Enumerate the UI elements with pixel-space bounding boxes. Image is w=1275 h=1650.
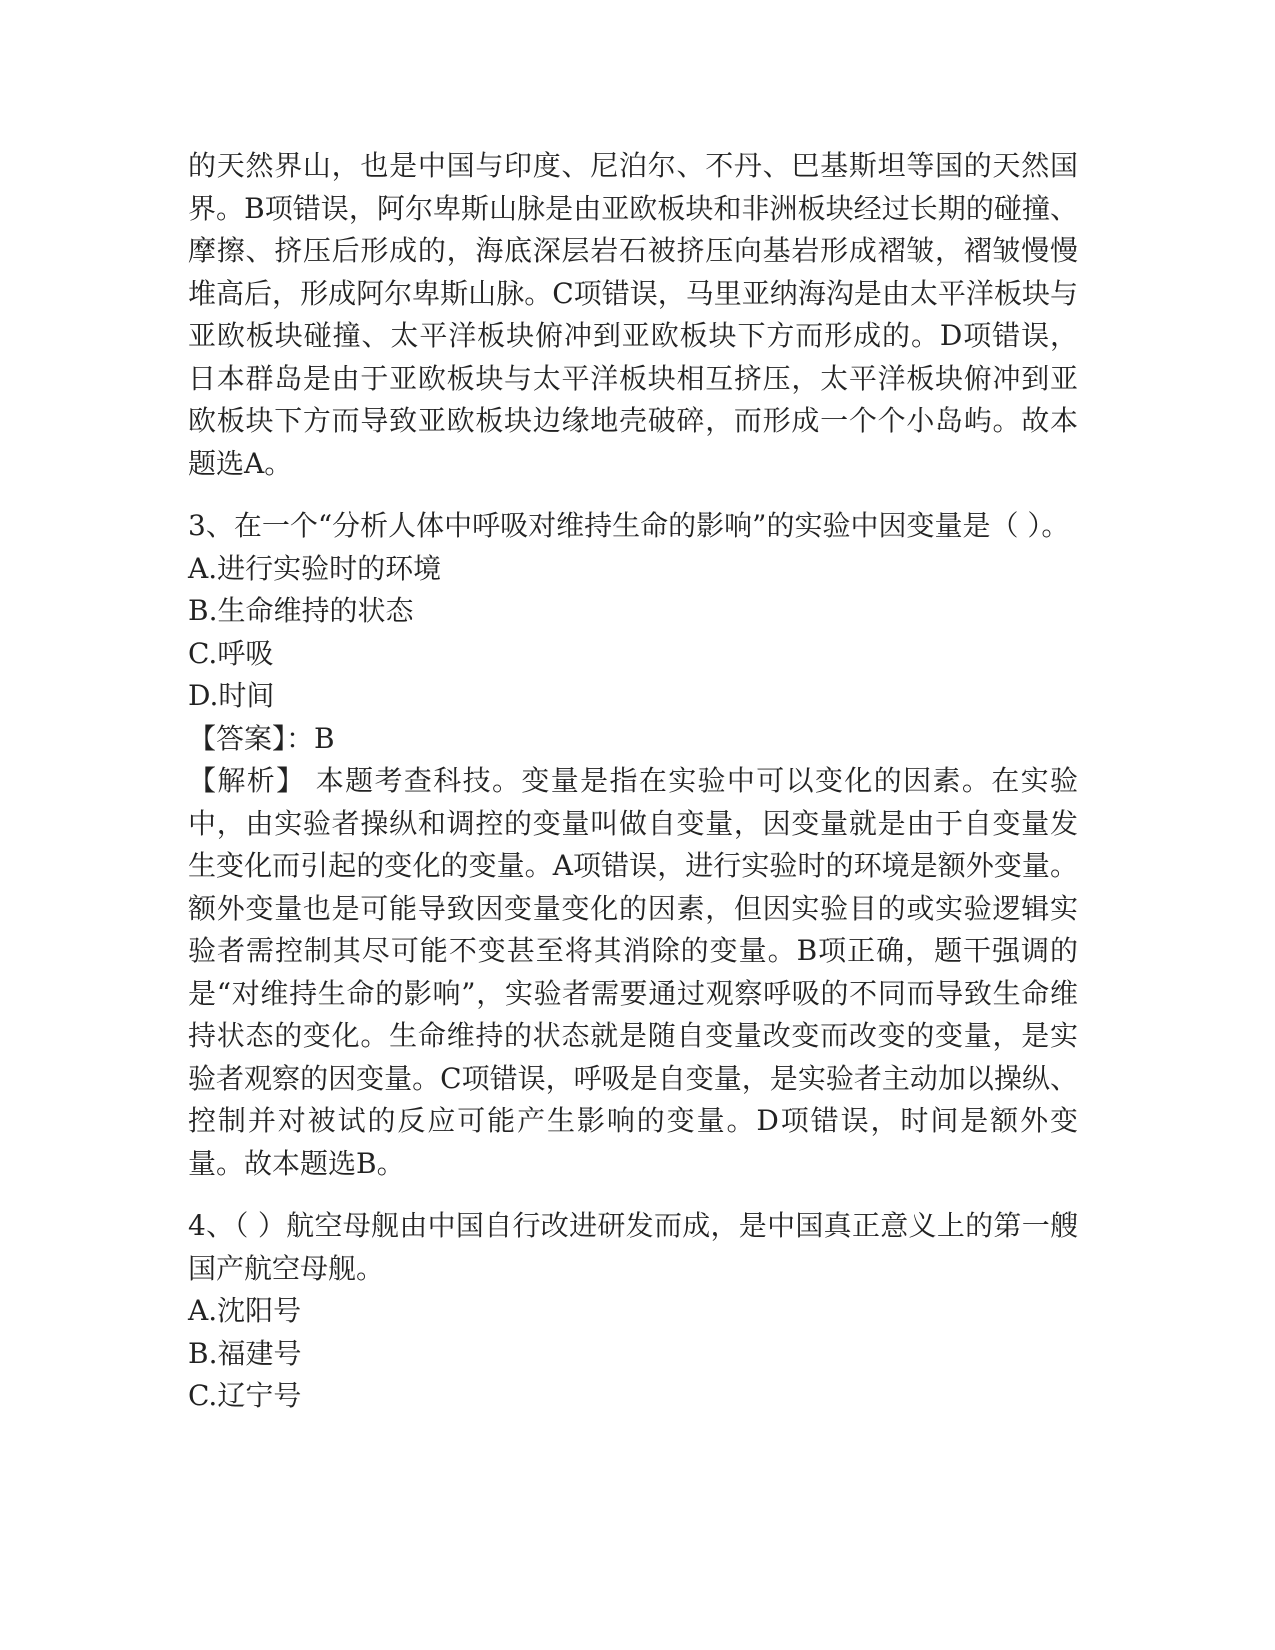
previous-explanation-continued: 的天然界山，也是中国与印度、尼泊尔、不丹、巴基斯坦等国的天然国界。B项错误，阿尔卑斯山脉是由亚欧板块和非洲板块经过长期的碰撞、摩擦、挤压后形成的，海底深层岩石被挤压向基岩形成褶皱，褶皱慢慢堆高后，形成阿尔卑斯山脉。C项错误，马里亚纳海沟是由太平洋板块与亚欧板块碰撞、太平洋板块俯冲到亚欧板块下方而形成的。D项错误，日本群岛是由于亚欧板块与太平洋板块相互挤压，太平洋板块俯冲到亚欧板块下方而导致亚欧板块边缘地壳破碎，而形成一个个小岛屿。故本题选A。 (188, 149, 1078, 480)
question-3-option-a: A.进行实验时的环境 (188, 551, 442, 585)
question-3-analysis: 【解析】 本题考查科技。变量是指在实验中可以变化的因素。在实验中，由实验者操纵和调控的变量叫做自变量，因变量就是由于自变量发生变化而引起的变化的变量。A项错误，进行实验时的环境是额外变量。额外变量也是可能导致因变量变化的因素，但因实验目的或实验逻辑实验者需控制其尽可能不变甚至将其消除的变量。B项正确，题干强调的是“对维持生命的影响”，实验者需要通过观察呼吸的不同而导致生命维持状态的变化。生命维持的状态就是随自变量改变而改变的变量，是实验者观察的因变量。C项错误，呼吸是自变量，是实验者主动加以操纵、控制并对被试的反应可能产生影响的变量。D项错误，时间是额外变量。故本题选B。 (188, 764, 1078, 1180)
question-3-option-b: B.生命维持的状态 (188, 594, 414, 627)
question-4 (188, 1205, 1078, 1418)
question-3-option-c: C.呼吸 (188, 636, 274, 670)
document-page (188, 145, 1078, 1418)
question-4-option-a: A.沈阳号 (188, 1294, 302, 1327)
question-4-option-b: B.福建号 (188, 1336, 302, 1370)
question-4-option-c: C.辽宁号 (188, 1379, 302, 1412)
question-4-stem: 4、（ ）航空母舰由中国自行改进研发而成，是中国真正意义上的第一艘国产航空母舰。 (188, 1209, 1078, 1285)
spacer (188, 485, 1078, 505)
question-3-answer: 【答案】：B (188, 721, 335, 755)
spacer (188, 1185, 1078, 1205)
question-3-stem: 3、在一个“分析人体中呼吸对维持生命的影响”的实验中因变量是（ ）。 (188, 509, 1070, 542)
question-3-option-d: D.时间 (188, 679, 275, 712)
question-3 (188, 505, 1078, 1185)
